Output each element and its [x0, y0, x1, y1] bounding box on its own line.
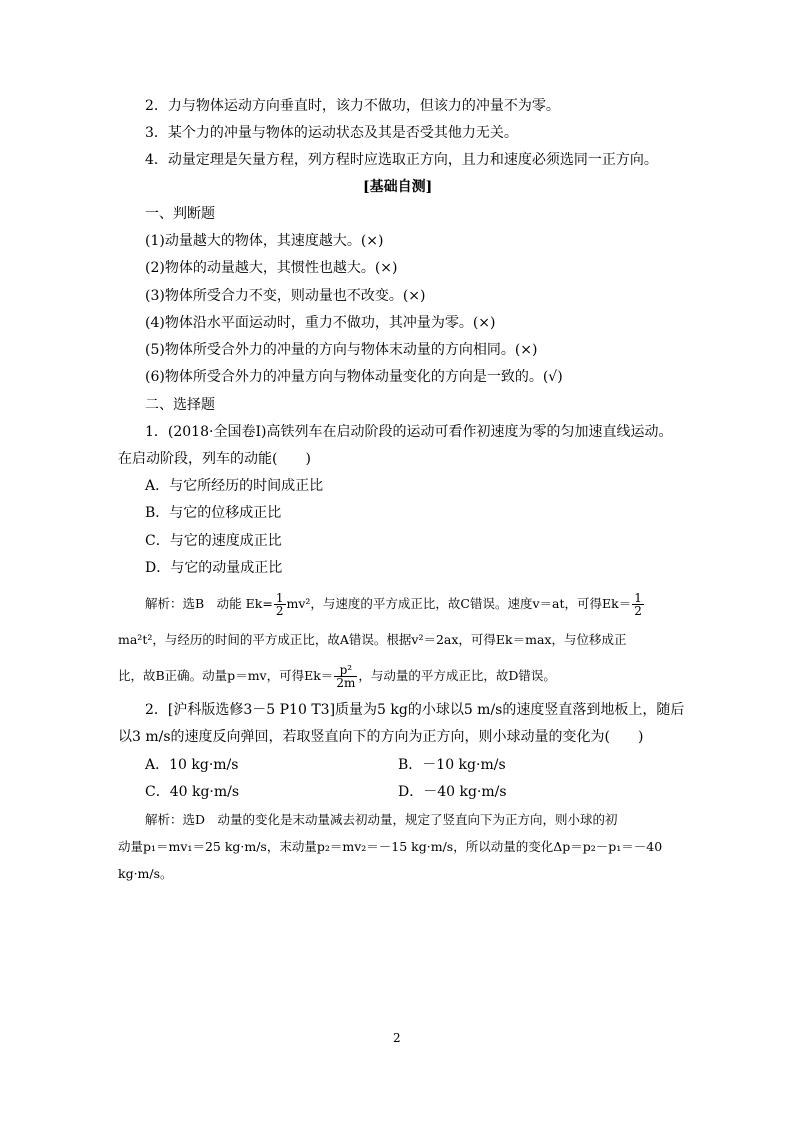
- q1-analysis-ek: Ek=: [245, 596, 273, 611]
- q1-analysis-mid: mv²，与速度的平方成正比，故C错误。速度v＝at，可得Ek＝: [286, 596, 632, 611]
- judge-item: (6)物体所受合外力的冲量方向与物体动量变化的方向是一致的。(√): [145, 369, 563, 385]
- fraction-denominator: 2: [275, 604, 284, 618]
- q1-option-c: C．与它的速度成正比: [145, 533, 282, 549]
- q1-option-d: D．与它的动量成正比: [145, 560, 283, 576]
- q1-analysis-end: ，与动量的平方成正比，故D错误。: [358, 668, 556, 683]
- q2-option-d: D．－40 kg·m/s: [398, 784, 507, 800]
- q2-analysis-line3: kg·m/s。: [118, 866, 173, 881]
- note-3: 3．某个力的冲量与物体的运动状态及其是否受其他力无关。: [145, 125, 518, 141]
- note-2: 2．力与物体运动方向垂直时，该力不做功，但该力的冲量不为零。: [145, 98, 560, 114]
- q1-analysis-lead: 解析：选B 动能: [145, 596, 242, 611]
- q2-options-row1: [145, 756, 665, 774]
- note-4: 4．动量定理是矢量方程，列方程时应选取正方向，且力和速度必须选同一正方向。: [145, 152, 658, 168]
- judge-heading: 一、判断题: [145, 206, 215, 222]
- fraction-numerator: 1: [634, 591, 642, 605]
- q2-option-b: B．－10 kg·m/s: [398, 757, 506, 773]
- fraction-denominator: 2m: [336, 676, 356, 690]
- q1-stem-line1: 1．(2018·全国卷Ⅰ)高铁列车在启动阶段的运动可看作初速度为零的匀加速直线运动。: [145, 424, 673, 440]
- q1-stem-line2: 在启动阶段，列车的动能( ): [118, 451, 311, 467]
- judge-item: (4)物体沿水平面运动时，重力不做功，其冲量为零。(×): [145, 315, 496, 331]
- q1-option-a: A．与它所经历的时间成正比: [145, 478, 324, 494]
- q2-stem-line2: 以3 m/s的速度反向弹回，若取竖直向下的方向为正方向，则小球动量的变化为( ): [118, 729, 644, 745]
- fraction-numerator: 1: [275, 591, 284, 605]
- page-number: 2: [393, 1031, 401, 1045]
- fraction-denominator: 2: [634, 604, 642, 618]
- fraction-half-2: [632, 592, 644, 617]
- choice-heading: 二、选择题: [145, 397, 215, 413]
- fraction-p-squared: [334, 664, 357, 689]
- fraction-half: [274, 592, 286, 617]
- fraction-numerator: p²: [334, 664, 357, 677]
- q2-analysis-line1: 解析：选D 动量的变化是末动量减去初动量，规定了竖直向下为正方向，则小球的初: [145, 812, 618, 827]
- q1-analysis-line3: [118, 664, 556, 689]
- judge-item: (3)物体所受合力不变，则动量也不改变。(×): [145, 288, 426, 304]
- q1-analysis-line1: [145, 592, 645, 617]
- section-title: [基础自测]: [363, 179, 433, 195]
- judge-item: (1)动量越大的物体，其速度越大。(×): [145, 233, 384, 249]
- judge-item: (2)物体的动量越大，其惯性也越大。(×): [145, 260, 398, 276]
- q2-option-a: A．10 kg·m/s: [145, 757, 239, 773]
- q2-analysis-line2: 动量p₁＝mv₁＝25 kg·m/s，末动量p₂＝mv₂＝－15 kg·m/s，所以动量的变化Δp＝p₂－p₁＝－40: [118, 839, 663, 854]
- q1-analysis-momentum: 比，故B正确。动量p＝mv，可得Ek＝: [118, 668, 334, 683]
- q1-analysis-line2: ma²t²，与经历的时间的平方成正比，故A错误。根据v²＝2ax，可得Ek＝max，与位移成正: [118, 632, 627, 647]
- q2-option-c: C．40 kg·m/s: [145, 784, 240, 800]
- judge-item: (5)物体所受合外力的冲量的方向与物体末动量的方向相同。(×): [145, 342, 538, 358]
- q2-stem-line1: 2．[沪科版选修3－5 P10 T3]质量为5 kg的小球以5 m/s的速度竖直落到地板上，随后: [145, 702, 685, 718]
- q2-options-row2: [145, 783, 665, 801]
- q1-option-b: B．与它的位移成正比: [145, 505, 282, 521]
